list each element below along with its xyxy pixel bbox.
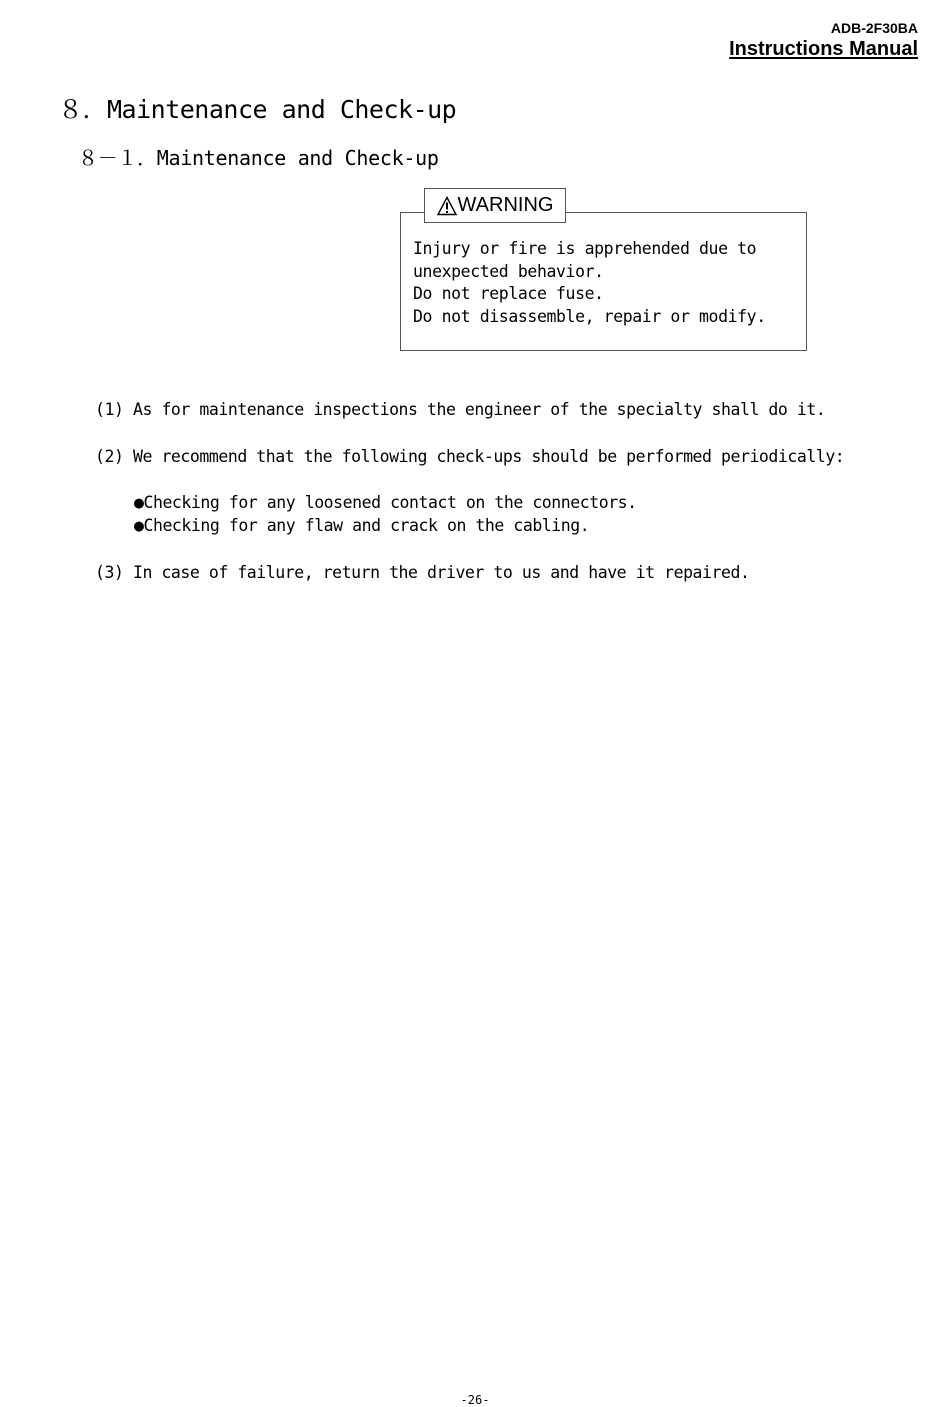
item-text: In case of failure, return the driver to us and have it repaired. — [133, 563, 750, 582]
warning-label-text: WARNING — [457, 194, 554, 216]
warning-text — [413, 238, 766, 328]
list-item — [95, 447, 844, 466]
list-item — [95, 400, 825, 419]
warning-line: Do not disassemble, repair or modify. — [413, 306, 766, 326]
warning-line: unexpected behavior. — [413, 261, 604, 281]
model-number: ADB-2F30BA — [830, 20, 918, 36]
bullet-icon: ● — [134, 493, 144, 512]
warning-line: Do not replace fuse. — [413, 284, 604, 304]
warning-label — [424, 188, 566, 223]
page-number: -26- — [460, 1393, 490, 1407]
item-text: We recommend that the following check-ups should be performed periodically: — [133, 447, 845, 466]
bullet-text: Checking for any loosened contact on the connectors. — [143, 493, 637, 512]
item-number: (1) — [95, 400, 124, 419]
item-text: As for maintenance inspections the engineer of the specialty shall do it. — [133, 400, 826, 419]
warning-triangle-icon — [437, 196, 457, 216]
document-title: Instructions Manual — [729, 38, 918, 60]
list-item — [95, 563, 749, 582]
item-number: (2) — [95, 447, 124, 466]
bullet-item — [134, 516, 589, 535]
bullet-icon: ● — [134, 516, 144, 535]
warning-line: Injury or fire is apprehended due to — [413, 239, 757, 258]
bullet-text: Checking for any flaw and crack on the cabling. — [143, 516, 590, 535]
item-number: (3) — [95, 563, 124, 582]
bullet-item — [134, 493, 637, 512]
section-title: ８．Maintenance and Check-up — [58, 95, 457, 124]
subsection-title: ８－１．Maintenance and Check-up — [78, 146, 439, 170]
